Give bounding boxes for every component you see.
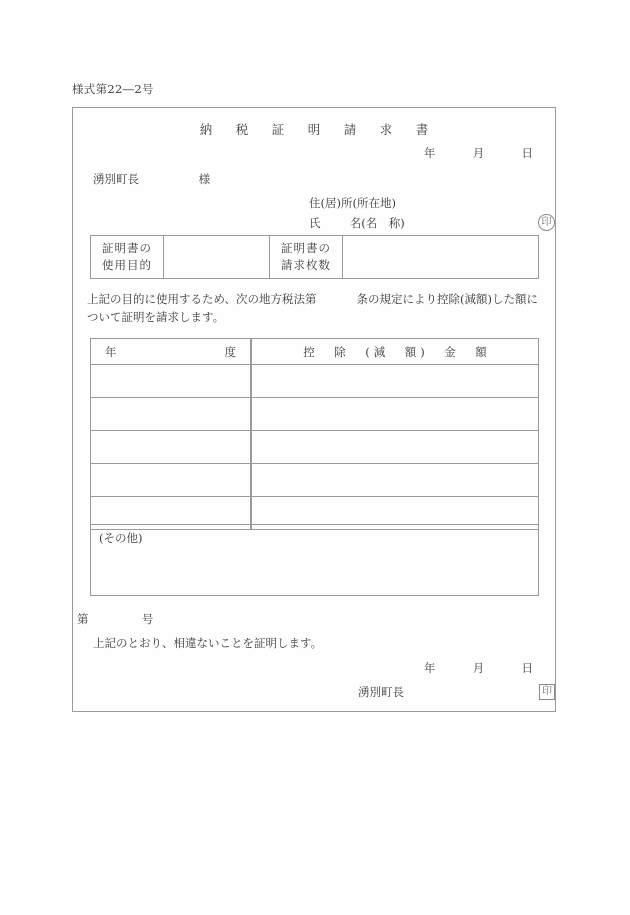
table-row bbox=[91, 398, 539, 431]
table-row bbox=[91, 464, 539, 497]
column-header-year bbox=[91, 339, 252, 365]
certification-date-month: 月 bbox=[472, 661, 485, 675]
addressee-honorific: 様 bbox=[198, 172, 211, 186]
applicant-name-label-2: 名(名 称) bbox=[349, 216, 405, 230]
form-frame bbox=[72, 107, 556, 712]
row-amount-cell[interactable] bbox=[251, 464, 539, 497]
certification-date-line bbox=[424, 660, 533, 676]
applicant-address-label: 住(居)所(所在地) bbox=[309, 196, 396, 210]
use-purpose-label bbox=[91, 236, 164, 279]
certificate-number-suffix: 号 bbox=[141, 612, 154, 626]
purpose-table bbox=[90, 235, 539, 279]
copies-label-line1: 証明書の bbox=[281, 241, 331, 256]
use-purpose-label-line2: 使用目的 bbox=[102, 258, 152, 272]
other-box-label: (その他) bbox=[99, 531, 143, 545]
applicant-seal-icon: 印 bbox=[538, 214, 555, 231]
amount-table bbox=[90, 338, 539, 530]
row-year-cell[interactable] bbox=[91, 464, 252, 497]
copies-label bbox=[270, 236, 343, 279]
applicant-name-line bbox=[309, 213, 552, 233]
row-amount-cell[interactable] bbox=[251, 431, 539, 464]
body-paragraph-part2: 条の規定により控除(減額)した額について証明を請求します。 bbox=[87, 292, 539, 324]
table-row bbox=[91, 365, 539, 398]
request-date-day: 日 bbox=[521, 146, 533, 160]
applicant-name-label-1: 氏 bbox=[309, 216, 321, 230]
row-year-cell[interactable] bbox=[91, 365, 252, 398]
row-amount-cell[interactable] bbox=[251, 398, 539, 431]
table-row bbox=[91, 236, 539, 279]
row-year-cell[interactable] bbox=[91, 431, 252, 464]
certificate-number-line bbox=[77, 611, 153, 627]
body-paragraph-part1: 上記の目的に使用するため、次の地方税法第 bbox=[87, 292, 317, 306]
copies-label-line2: 請求枚数 bbox=[281, 258, 331, 272]
certification-date-year: 年 bbox=[423, 661, 436, 675]
table-row bbox=[91, 431, 539, 464]
other-box[interactable] bbox=[90, 524, 539, 596]
column-header-amount: 控 除 (減 額) 金 額 bbox=[251, 339, 539, 365]
certificate-number-prefix: 第 bbox=[77, 612, 89, 626]
signer-line bbox=[358, 684, 552, 700]
signer-seal-icon: 印 bbox=[539, 684, 555, 700]
table-header-row bbox=[91, 339, 539, 365]
column-header-year-right: 度 bbox=[224, 344, 236, 359]
row-amount-cell[interactable] bbox=[251, 365, 539, 398]
use-purpose-input[interactable] bbox=[164, 236, 270, 279]
certification-statement: 上記のとおり、相違ないことを証明します。 bbox=[93, 636, 323, 650]
document-title: 納 税 証 明 請 求 書 bbox=[199, 122, 434, 137]
certification-date-day: 日 bbox=[521, 661, 533, 675]
body-paragraph bbox=[87, 291, 541, 327]
request-date-year: 年 bbox=[423, 146, 436, 160]
row-year-cell[interactable] bbox=[91, 398, 252, 431]
column-header-year-left: 年 bbox=[105, 344, 117, 359]
addressee-line bbox=[93, 171, 210, 187]
signer-name: 湧別町長 bbox=[358, 685, 404, 699]
use-purpose-label-line1: 証明書の bbox=[102, 241, 152, 256]
request-date-line bbox=[424, 145, 533, 161]
copies-input[interactable] bbox=[343, 236, 539, 279]
addressee-office: 湧別町長 bbox=[93, 172, 139, 186]
applicant-block bbox=[309, 193, 552, 233]
applicant-address-line bbox=[309, 193, 537, 213]
form-number-label: 様式第22―2号 bbox=[72, 82, 154, 96]
request-date-month: 月 bbox=[472, 146, 485, 160]
